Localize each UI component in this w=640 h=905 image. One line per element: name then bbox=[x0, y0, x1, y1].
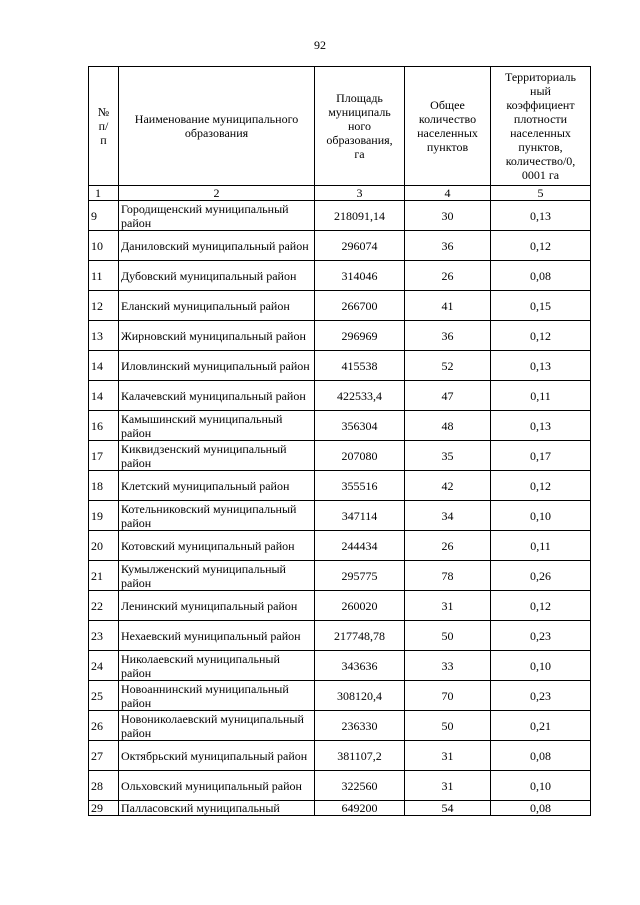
table-row bbox=[89, 501, 591, 531]
municipality-name: Камышинский муниципальный район bbox=[119, 411, 315, 441]
density-coefficient: 0,12 bbox=[491, 321, 591, 351]
table-row bbox=[89, 531, 591, 561]
density-coefficient: 0,08 bbox=[491, 801, 591, 816]
table-row bbox=[89, 441, 591, 471]
settlement-count: 36 bbox=[405, 231, 491, 261]
table-row bbox=[89, 801, 591, 816]
density-coefficient: 0,21 bbox=[491, 711, 591, 741]
table-body bbox=[89, 201, 591, 816]
settlement-count: 36 bbox=[405, 321, 491, 351]
table-row bbox=[89, 771, 591, 801]
area-value: 649200 bbox=[315, 801, 405, 816]
area-value: 295775 bbox=[315, 561, 405, 591]
density-coefficient: 0,10 bbox=[491, 771, 591, 801]
row-number: 24 bbox=[89, 651, 119, 681]
municipality-name: Жирновский муниципальный район bbox=[119, 321, 315, 351]
area-value: 236330 bbox=[315, 711, 405, 741]
header-row bbox=[89, 67, 591, 186]
area-value: 218091,14 bbox=[315, 201, 405, 231]
area-value: 217748,78 bbox=[315, 621, 405, 651]
settlement-count: 48 bbox=[405, 411, 491, 441]
municipality-name: Новониколаевский муниципальный район bbox=[119, 711, 315, 741]
density-coefficient: 0,11 bbox=[491, 531, 591, 561]
settlement-count: 50 bbox=[405, 621, 491, 651]
density-coefficient: 0,15 bbox=[491, 291, 591, 321]
area-value: 308120,4 bbox=[315, 681, 405, 711]
table-row bbox=[89, 741, 591, 771]
table-row bbox=[89, 711, 591, 741]
municipality-name: Калачевский муниципальный район bbox=[119, 381, 315, 411]
density-coefficient: 0,13 bbox=[491, 351, 591, 381]
municipality-name: Котельниковский муниципальный район bbox=[119, 501, 315, 531]
row-number: 12 bbox=[89, 291, 119, 321]
row-number: 21 bbox=[89, 561, 119, 591]
column-number: 5 bbox=[491, 186, 591, 201]
density-coefficient: 0,12 bbox=[491, 231, 591, 261]
table-row bbox=[89, 291, 591, 321]
settlement-count: 54 bbox=[405, 801, 491, 816]
table-row bbox=[89, 651, 591, 681]
row-number: 19 bbox=[89, 501, 119, 531]
area-value: 260020 bbox=[315, 591, 405, 621]
municipality-name: Киквидзенский муниципальный район bbox=[119, 441, 315, 471]
municipality-name: Дубовский муниципальный район bbox=[119, 261, 315, 291]
municipality-name: Нехаевский муниципальный район bbox=[119, 621, 315, 651]
density-coefficient: 0,12 bbox=[491, 591, 591, 621]
density-coefficient: 0,08 bbox=[491, 741, 591, 771]
row-number: 27 bbox=[89, 741, 119, 771]
header-name: Наименование муниципального образования bbox=[119, 67, 315, 186]
density-coefficient: 0,10 bbox=[491, 501, 591, 531]
row-number: 16 bbox=[89, 411, 119, 441]
table-row bbox=[89, 561, 591, 591]
row-number: 14 bbox=[89, 381, 119, 411]
table-row bbox=[89, 351, 591, 381]
header-coef: Территориаль ный коэффициент плотности населенных пунктов, количество/0, 0001 га bbox=[491, 67, 591, 186]
area-value: 322560 bbox=[315, 771, 405, 801]
settlement-count: 30 bbox=[405, 201, 491, 231]
density-coefficient: 0,08 bbox=[491, 261, 591, 291]
municipality-name: Котовский муниципальный район bbox=[119, 531, 315, 561]
area-value: 415538 bbox=[315, 351, 405, 381]
area-value: 355516 bbox=[315, 471, 405, 501]
table-row bbox=[89, 261, 591, 291]
settlement-count: 31 bbox=[405, 741, 491, 771]
column-number: 4 bbox=[405, 186, 491, 201]
header-num: № п/ п bbox=[89, 67, 119, 186]
settlement-count: 52 bbox=[405, 351, 491, 381]
area-value: 244434 bbox=[315, 531, 405, 561]
settlement-count: 33 bbox=[405, 651, 491, 681]
settlement-count: 41 bbox=[405, 291, 491, 321]
area-value: 207080 bbox=[315, 441, 405, 471]
municipal-density-table bbox=[88, 66, 591, 816]
municipality-name: Еланский муниципальный район bbox=[119, 291, 315, 321]
page-number: 92 bbox=[314, 38, 326, 52]
density-coefficient: 0,10 bbox=[491, 651, 591, 681]
density-coefficient: 0,13 bbox=[491, 411, 591, 441]
settlement-count: 42 bbox=[405, 471, 491, 501]
row-number: 26 bbox=[89, 711, 119, 741]
settlement-count: 31 bbox=[405, 591, 491, 621]
table-row bbox=[89, 321, 591, 351]
table-row bbox=[89, 411, 591, 441]
municipality-name: Ольховский муниципальный район bbox=[119, 771, 315, 801]
row-number: 23 bbox=[89, 621, 119, 651]
municipality-name: Городищенский муниципальный район bbox=[119, 201, 315, 231]
area-value: 343636 bbox=[315, 651, 405, 681]
municipality-name: Октябрьский муниципальный район bbox=[119, 741, 315, 771]
table-row bbox=[89, 621, 591, 651]
density-coefficient: 0,17 bbox=[491, 441, 591, 471]
municipality-name: Даниловский муниципальный район bbox=[119, 231, 315, 261]
area-value: 381107,2 bbox=[315, 741, 405, 771]
municipality-name: Иловлинский муниципальный район bbox=[119, 351, 315, 381]
column-number: 1 bbox=[89, 186, 119, 201]
settlement-count: 31 bbox=[405, 771, 491, 801]
settlement-count: 26 bbox=[405, 531, 491, 561]
municipality-name: Новоаннинский муниципальный район bbox=[119, 681, 315, 711]
row-number: 25 bbox=[89, 681, 119, 711]
row-number: 9 bbox=[89, 201, 119, 231]
table-row bbox=[89, 231, 591, 261]
settlement-count: 35 bbox=[405, 441, 491, 471]
row-number: 22 bbox=[89, 591, 119, 621]
area-value: 347114 bbox=[315, 501, 405, 531]
table-row bbox=[89, 201, 591, 231]
area-value: 356304 bbox=[315, 411, 405, 441]
column-number-row bbox=[89, 186, 591, 201]
row-number: 14 bbox=[89, 351, 119, 381]
table-row bbox=[89, 591, 591, 621]
row-number: 17 bbox=[89, 441, 119, 471]
settlement-count: 47 bbox=[405, 381, 491, 411]
row-number: 18 bbox=[89, 471, 119, 501]
area-value: 296074 bbox=[315, 231, 405, 261]
density-coefficient: 0,26 bbox=[491, 561, 591, 591]
header-count: Общее количество населенных пунктов bbox=[405, 67, 491, 186]
density-coefficient: 0,23 bbox=[491, 681, 591, 711]
settlement-count: 70 bbox=[405, 681, 491, 711]
municipality-name: Палласовский муниципальный bbox=[119, 801, 315, 816]
density-coefficient: 0,12 bbox=[491, 471, 591, 501]
row-number: 29 bbox=[89, 801, 119, 816]
density-coefficient: 0,23 bbox=[491, 621, 591, 651]
table-row bbox=[89, 681, 591, 711]
settlement-count: 26 bbox=[405, 261, 491, 291]
settlement-count: 50 bbox=[405, 711, 491, 741]
area-value: 296969 bbox=[315, 321, 405, 351]
density-coefficient: 0,11 bbox=[491, 381, 591, 411]
header-area: Площадь муниципаль ного образования, га bbox=[315, 67, 405, 186]
column-number: 2 bbox=[119, 186, 315, 201]
municipality-name: Ленинский муниципальный район bbox=[119, 591, 315, 621]
area-value: 422533,4 bbox=[315, 381, 405, 411]
row-number: 20 bbox=[89, 531, 119, 561]
row-number: 28 bbox=[89, 771, 119, 801]
table-row bbox=[89, 381, 591, 411]
row-number: 11 bbox=[89, 261, 119, 291]
density-coefficient: 0,13 bbox=[491, 201, 591, 231]
table-row bbox=[89, 471, 591, 501]
area-value: 266700 bbox=[315, 291, 405, 321]
municipality-name: Николаевский муниципальный район bbox=[119, 651, 315, 681]
municipality-name: Клетский муниципальный район bbox=[119, 471, 315, 501]
row-number: 13 bbox=[89, 321, 119, 351]
settlement-count: 34 bbox=[405, 501, 491, 531]
row-number: 10 bbox=[89, 231, 119, 261]
municipality-name: Кумылженский муниципальный район bbox=[119, 561, 315, 591]
area-value: 314046 bbox=[315, 261, 405, 291]
settlement-count: 78 bbox=[405, 561, 491, 591]
column-number: 3 bbox=[315, 186, 405, 201]
